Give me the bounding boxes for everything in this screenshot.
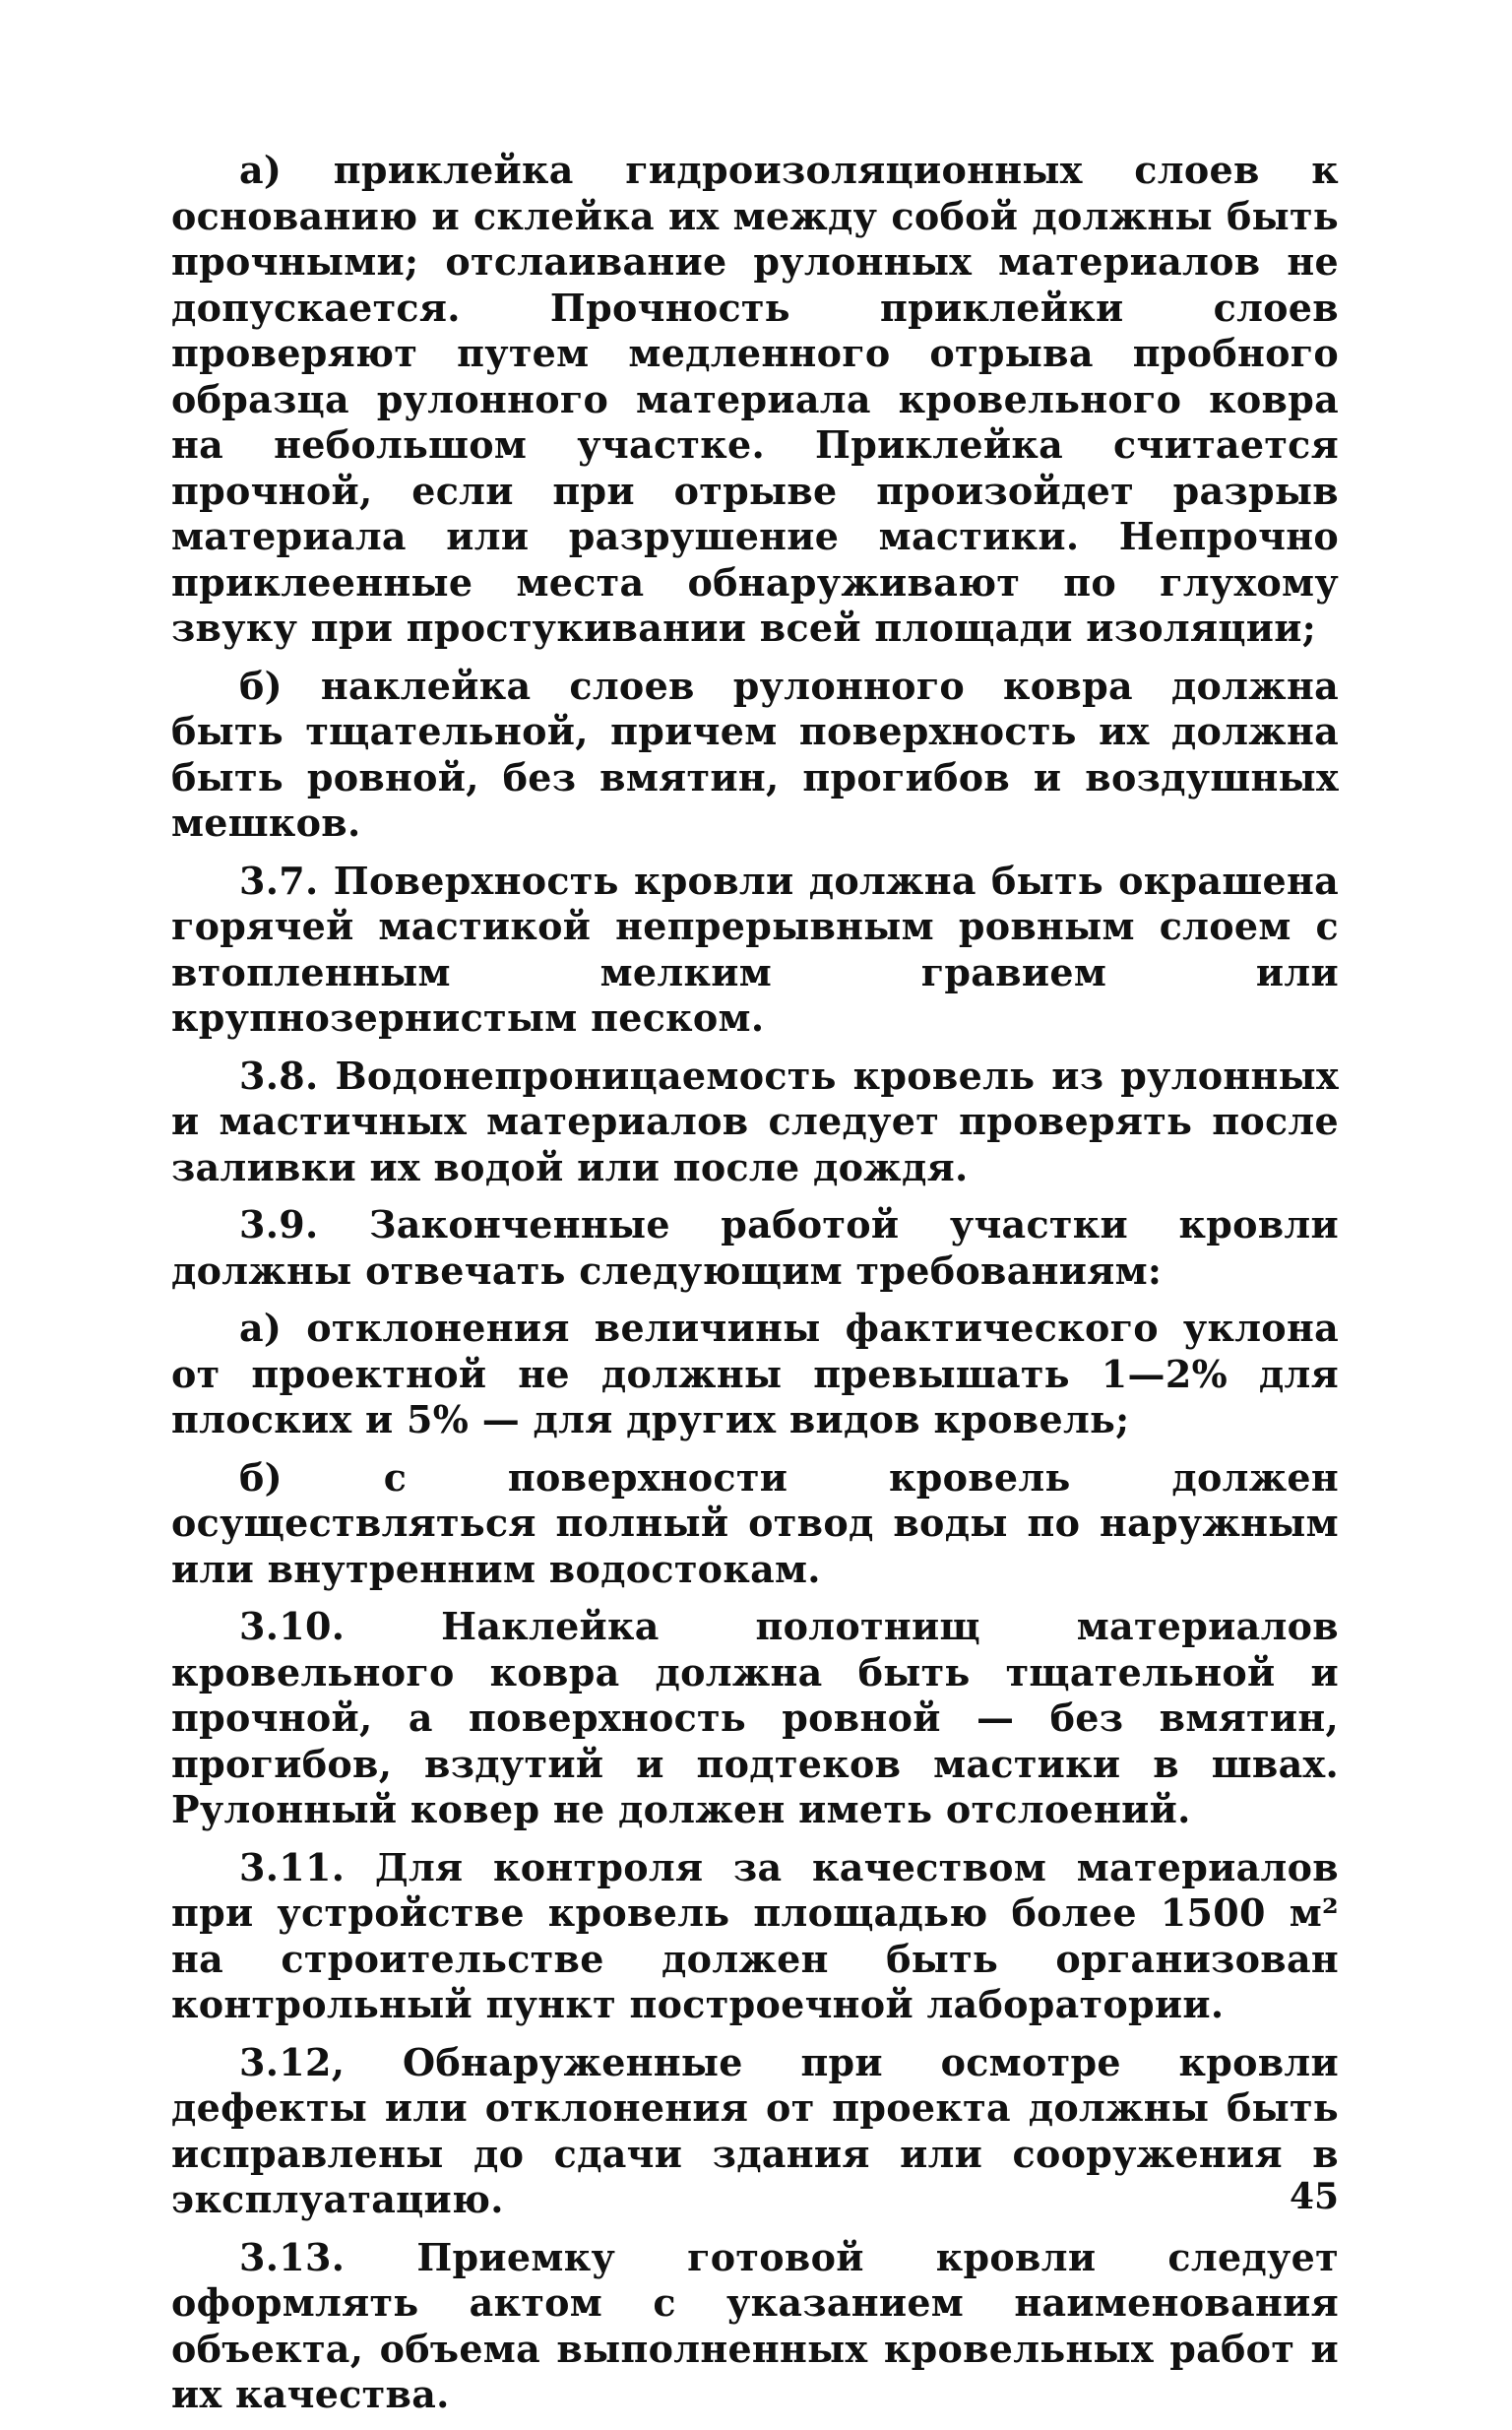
clause-number: 3.8. [239,1053,319,1098]
clause-number: 3.10. [239,1604,346,1648]
paragraph-3-6a [171,148,1339,652]
paragraph-3-9a [171,1306,1339,1443]
paragraph-text: б) с поверхности кровель должен осуществляться полный отвод воды по наружным или внутренним водостокам. [171,1454,1339,1591]
paragraph-3-6b [171,664,1339,847]
paragraph-3-9b [171,1455,1339,1593]
clause-number: 3.11. [239,1844,346,1889]
paragraph-3-8 [171,1054,1339,1191]
clause-number: 3.7. [239,858,319,903]
paragraph-3-10 [171,1604,1339,1833]
paragraph-text: б) наклейка слоев рулонного ковра должна быть тщательной, причем поверхность их должна быть ровной, без вмятин, прогибов и воздушных мешков. [171,663,1339,845]
paragraph-text: Наклейка полотнищ материалов кровельного ковра должна быть тщательной и прочной, а поверхность ровной — без вмятин, прогибов, вздутий и подтеков мастики в швах. Рулонный ковер не должен иметь отслоений. [171,1604,1340,1831]
paragraph-3-11 [171,1845,1339,2028]
paragraph-3-9 [171,1202,1339,1294]
clause-number: 3.13. [239,2234,346,2279]
paragraph-text: Водонепроницаемость кровель из рулонных и мастичных материалов следует проверять после заливки их водой или после дождя. [171,1053,1340,1189]
paragraph-text: а) приклейка гидроизоляционных слоев к основанию и склейка их между собой должны быть прочными; отслаивание рулонных материалов не допускается. Прочность приклейки слоев проверяют путем медленного отрыва пробного образца рулонного материала кровельного ковра на небольшом участке. Приклейка считается прочной, если при отрыве произойдет разрыв материала или разрушение мастики. Непрочно приклеенные места обнаруживают по глухому звуку при простукивании всей площади изоляции; [171,148,1339,650]
paragraph-3-12 [171,2040,1339,2223]
clause-number: 3.12, [239,2039,346,2084]
clause-number: 3.9. [239,1202,319,1247]
paragraph-text: Обнаруженные при осмотре кровли дефекты или отклонения от проекта должны быть исправлены до сдачи здания или сооружения в эксплуатацию. [171,2039,1340,2221]
paragraph-text: Для контроля за качеством материалов при устройстве кровель площадью более 1500 м² на строительстве должен быть организован контрольный пункт построечной лаборатории. [171,1844,1339,2026]
paragraph-3-13 [171,2235,1339,2418]
paragraph-text: Поверхность кровли должна быть окрашена горячей мастикой непрерывным ровным слоем с втопленным мелким гравием или крупнозернистым песком. [171,858,1339,1040]
paragraph-text: а) отклонения величины фактического уклона от проектной не должны превышать 1—2% для плоских и 5% — для других видов кровель; [171,1306,1339,1441]
document-page [171,148,1339,2430]
paragraph-text: Приемку готовой кровли следует оформлять актом с указанием наименования объекта, объема выполненных кровельных работ и их качества. [171,2234,1339,2416]
page-number: 45 [1290,2176,1340,2217]
paragraph-text: Законченные работой участки кровли должны отвечать следующим требованиям: [171,1202,1339,1293]
paragraph-3-7 [171,859,1339,1042]
